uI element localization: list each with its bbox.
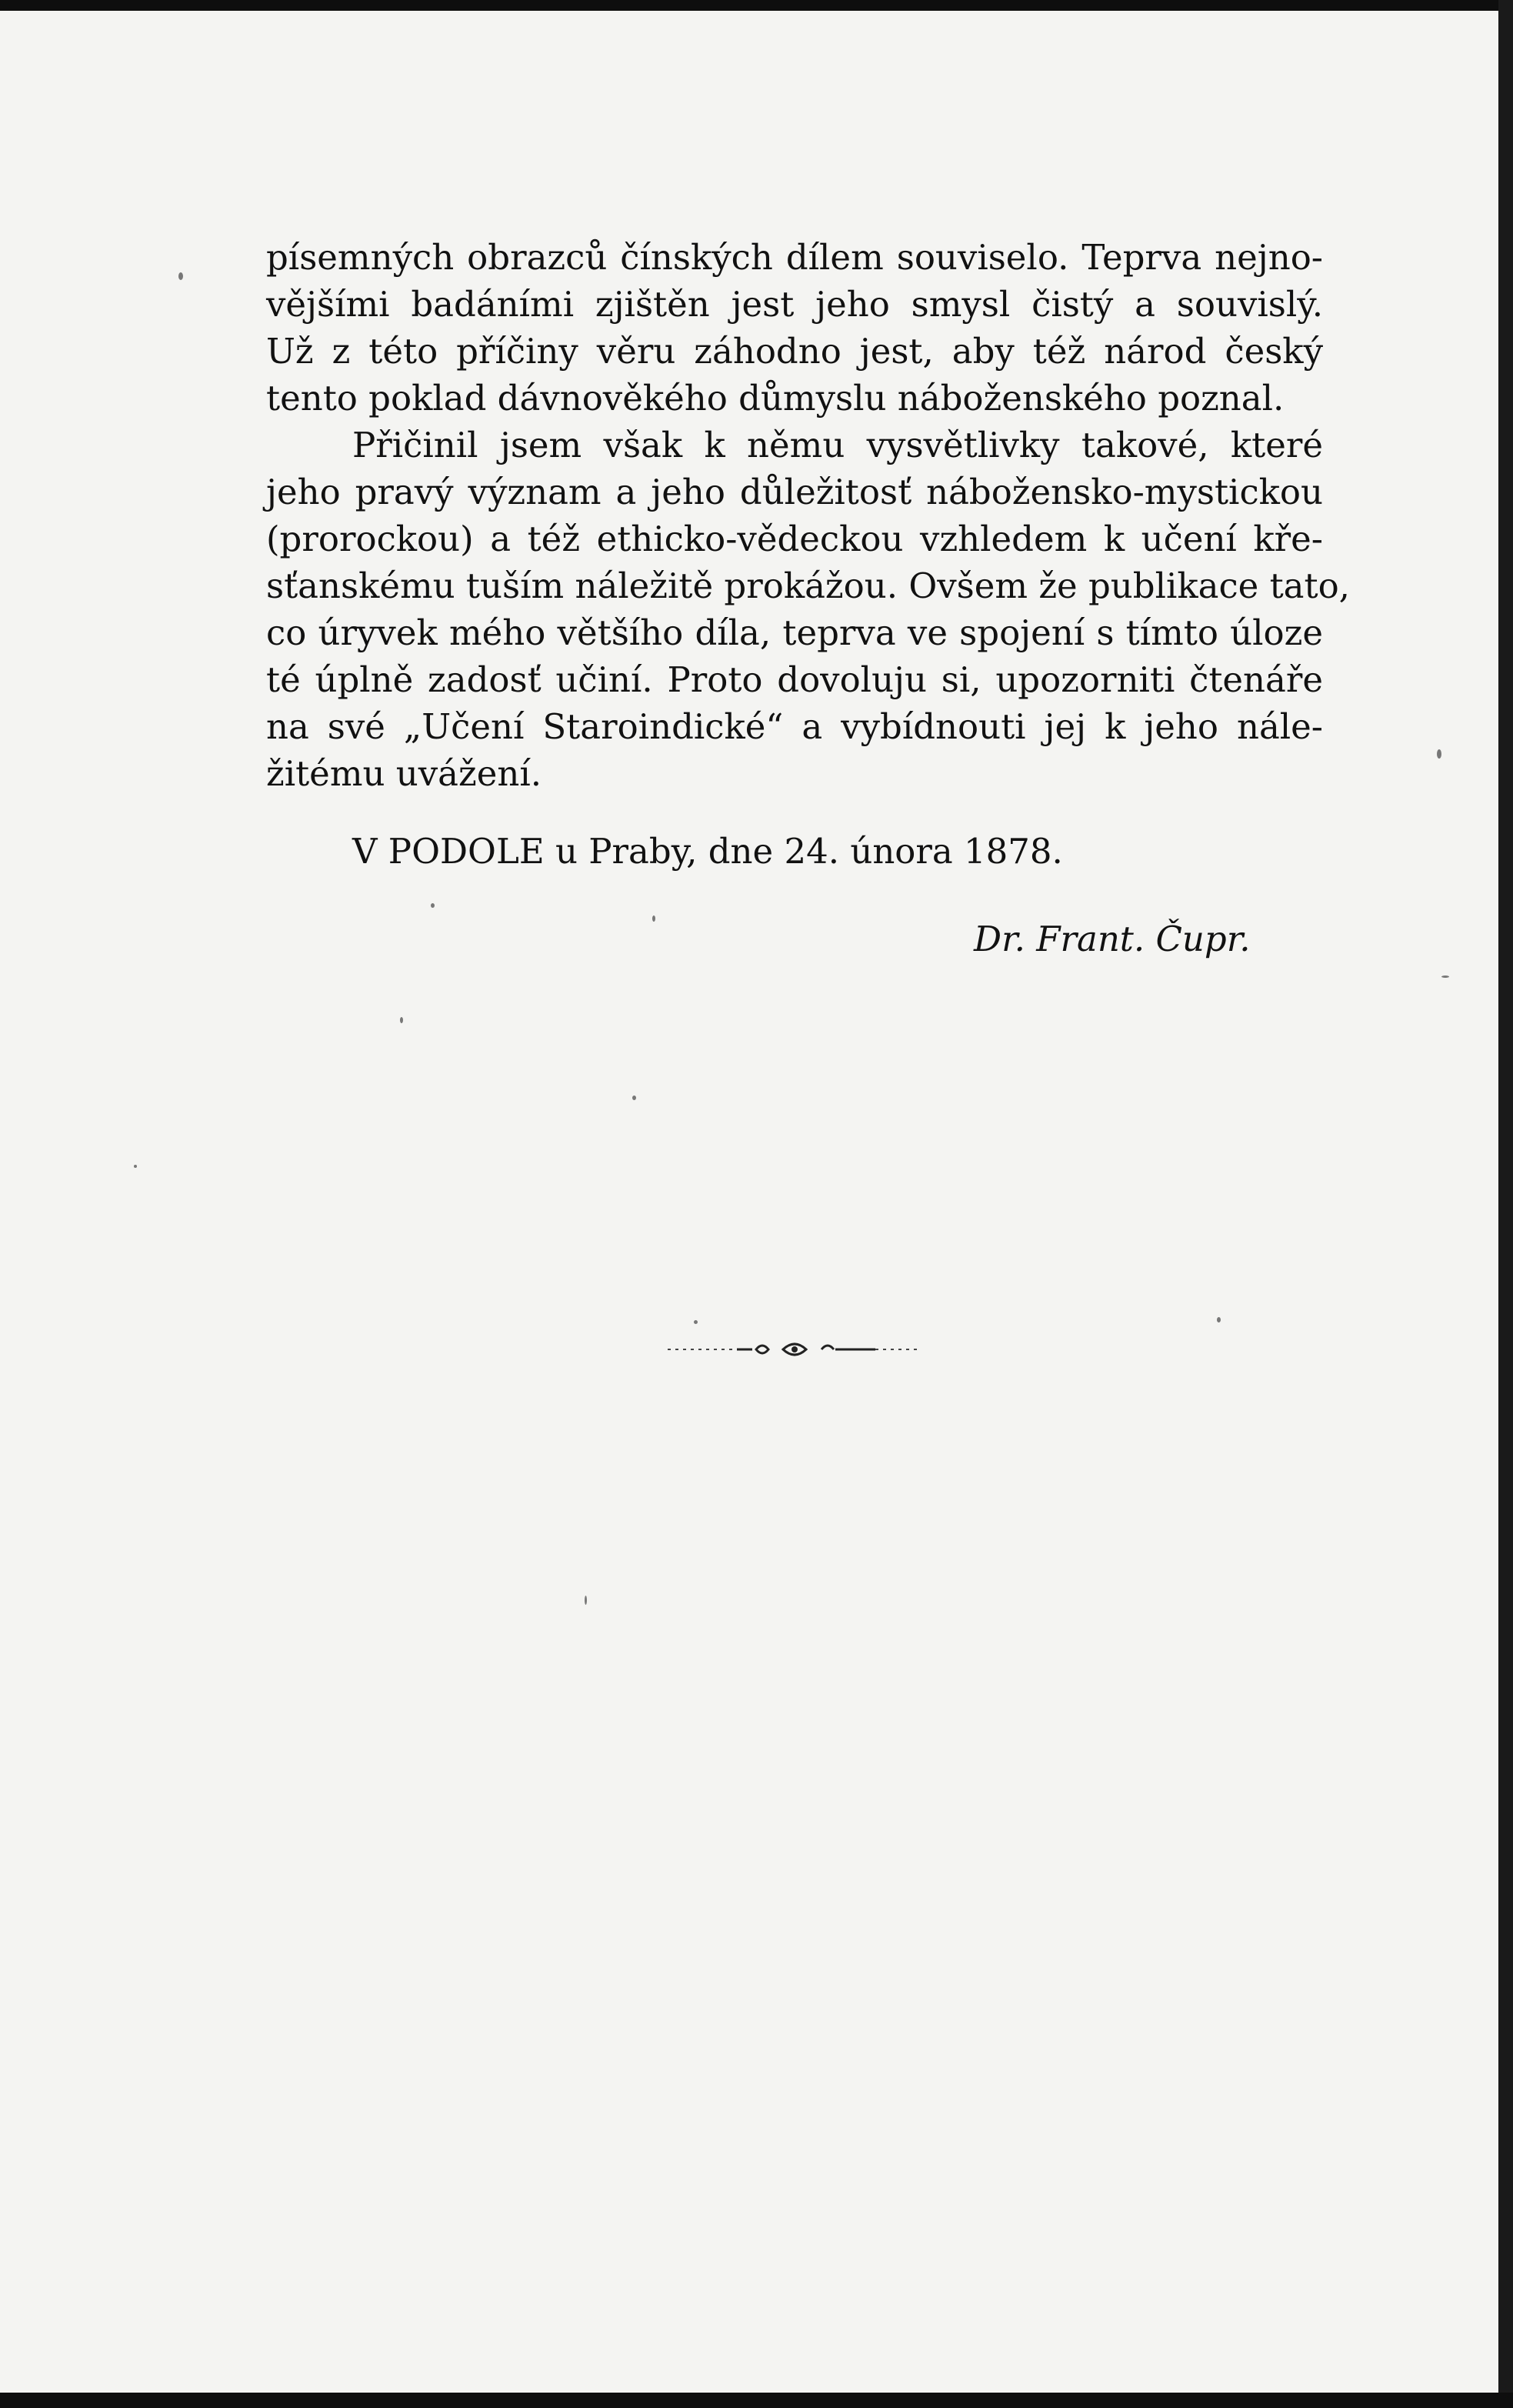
book-page [0, 11, 1501, 2393]
paragraph-2 [266, 422, 1350, 797]
text-line: Už z této příčiny věru záhodno jest, aby též národ český [266, 331, 1323, 372]
text-line: (prorockou) a též ethicko-vědeckou vzhledem k učení kře- [266, 519, 1323, 559]
scan-speck [431, 903, 435, 908]
text-line: té úplně zadosť učiní. Proto dovoluju si, upozorniti čtenáře [266, 659, 1323, 700]
scan-speck [1217, 1317, 1221, 1322]
scan-edge-bottom [0, 2393, 1513, 2408]
scan-speck [652, 916, 655, 922]
paragraph-1 [266, 234, 1323, 422]
text-line: tento poklad dávnověkého důmyslu náboženského poznal. [266, 378, 1285, 419]
scan-speck [400, 1017, 403, 1023]
body-text [266, 234, 1350, 797]
scan-speck [694, 1320, 698, 1324]
scan-edge-right [1498, 0, 1513, 2408]
signature: Dr. Frant. Čupr. [974, 919, 1251, 959]
dateline: V PODOLE u Praby, dne 24. února 1878. [352, 831, 1063, 872]
text-line: vějšími badáními zjištěn jest jeho smysl čistý a souvislý. [266, 284, 1323, 325]
scan-speck [632, 1096, 636, 1100]
text-line: na své „Učení Staroindické“ a vybídnouti jej k jeho nále- [266, 706, 1323, 747]
text-line: sťanskému tuším náležitě prokážou. Ovšem že publikace tato, [266, 565, 1350, 606]
scan-speck [1441, 976, 1449, 978]
text-line: písemných obrazců čínských dílem souviselo. Teprva nejno- [266, 237, 1323, 278]
scan-speck [178, 272, 183, 280]
text-line: Přičinil jsem však k němu vysvětlivky takové, které [352, 425, 1323, 465]
ornamental-divider-icon [660, 1334, 929, 1365]
scan-speck [585, 1596, 587, 1605]
scan-speck [134, 1165, 137, 1168]
text-line: co úryvek mého většího díla, teprva ve spojení s tímto úloze [266, 612, 1323, 653]
text-line: jeho pravý význam a jeho důležitosť nábožensko-mystickou [266, 472, 1323, 512]
scan-edge-top [0, 0, 1513, 11]
scan-speck [1437, 749, 1441, 759]
text-line: žitému uvážení. [266, 753, 542, 794]
